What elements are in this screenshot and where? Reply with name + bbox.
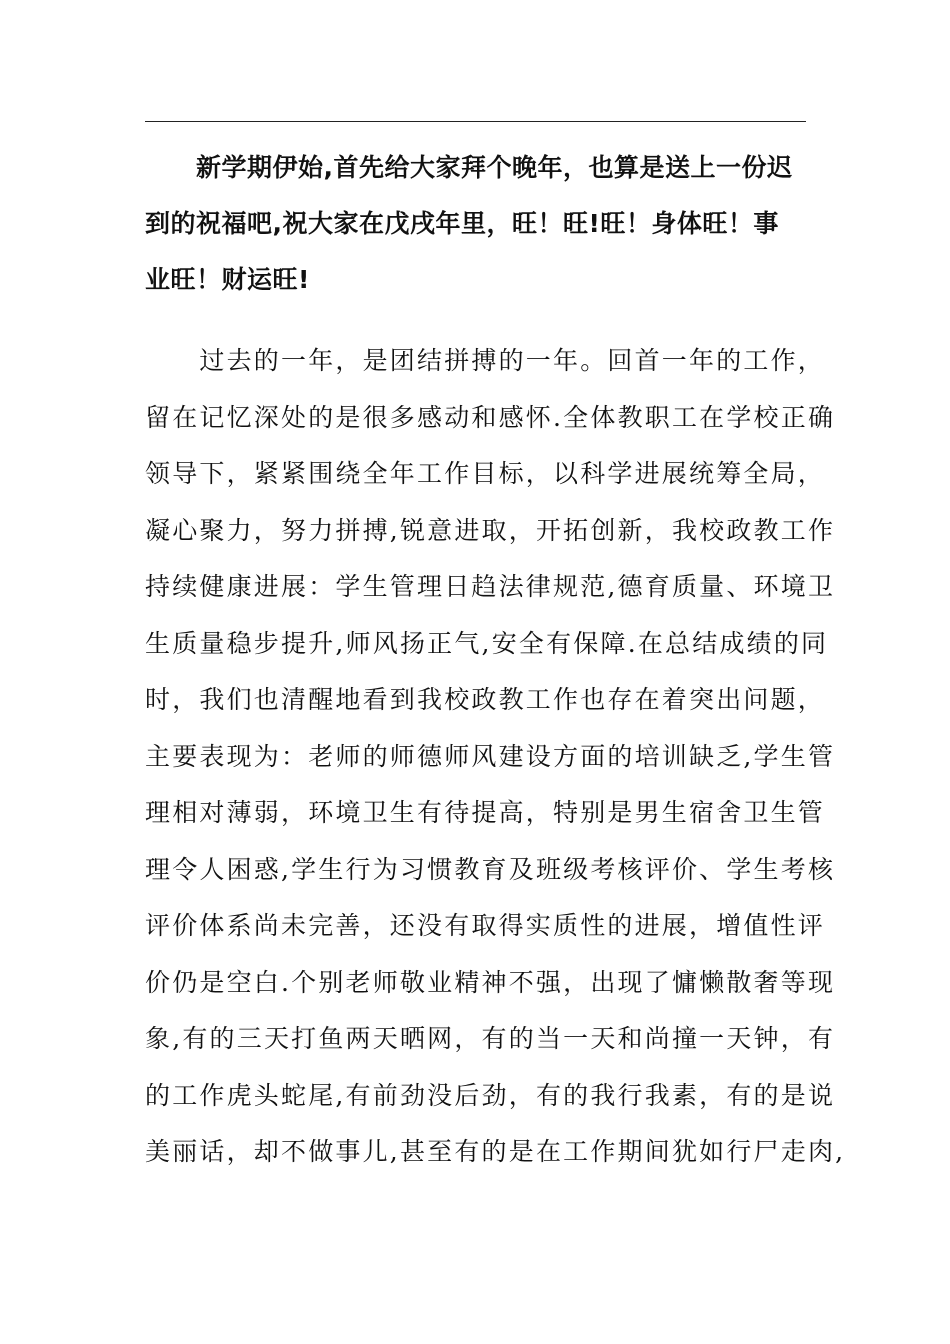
text-line: 时，我们也清醒地看到我校政教工作也存在着突出问题， [145,685,826,714]
paragraph-review [145,333,846,1181]
text-line: 业旺！财运旺! [145,265,310,294]
text-line: 价仍是空白.个别老师敬业精神不强，出现了慵懒散奢等现 [145,967,836,997]
text-line: 理令人困惑,学生行为习惯教育及班级考核评价、学生考核 [145,854,836,884]
header-rule [145,121,806,122]
text-line: 理相对薄弱，环境卫生有待提高，特别是男生宿舍卫生管 [145,798,826,827]
text-line: 象,有的三天打鱼两天晒网，有的当一天和尚撞一天钟，有 [145,1024,836,1053]
text-line: 持续健康进展：学生管理日趋法律规范,德育质量、环境卫 [145,572,836,601]
text-line: 领导下，紧紧围绕全年工作目标，以科学进展统筹全局， [145,459,826,488]
text-line: 主要表现为：老师的师德师风建设方面的培训缺乏,学生管 [145,741,836,771]
text-line: 凝心聚力，努力拼搏,锐意进取，开拓创新，我校政教工作 [145,515,836,545]
paragraph-greeting [145,140,825,308]
text-line: 的工作虎头蛇尾,有前劲没后劲，有的我行我素，有的是说 [145,1080,836,1110]
text-line: 生质量稳步提升,师风扬正气,安全有保障.在总结成绩的同 [145,628,829,658]
text-line: 过去的一年，是团结拼搏的一年。回首一年的工作， [145,346,826,375]
text-line: 评价体系尚未完善，还没有取得实质性的进展，增值性评 [145,911,826,940]
text-line: 新学期伊始,首先给大家拜个晚年，也算是送上一份迟 [145,153,793,182]
text-line: 到的祝福吧,祝大家在戊戌年里，旺！旺!旺！身体旺！事 [145,209,779,238]
text-line: 美丽话，却不做事儿,甚至有的是在工作期间犹如行尸走肉, [145,1137,846,1166]
text-line: 留在记忆深处的是很多感动和感怀.全体教职工在学校正确 [145,402,836,432]
